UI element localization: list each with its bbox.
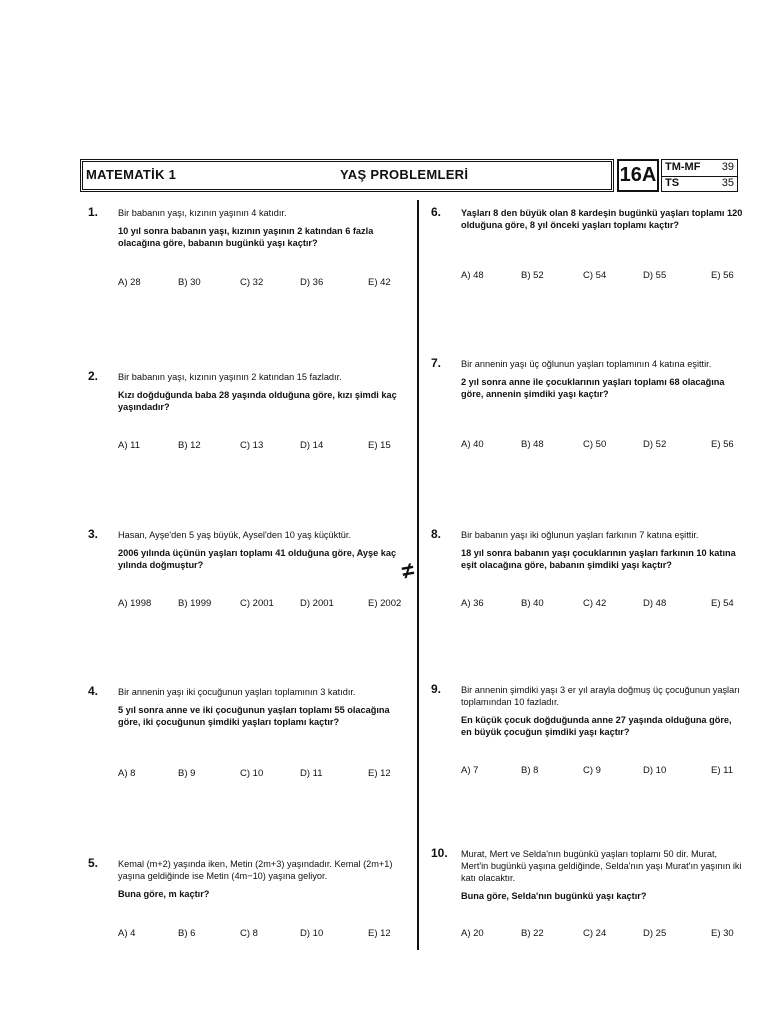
test-code: 16A — [617, 159, 659, 192]
answer-option[interactable]: A) 48 — [461, 270, 484, 281]
column-divider — [417, 200, 419, 950]
question-statement: Bir babanın yaşı, kızının yaşının 2 katından 15 fazladır. — [118, 372, 342, 382]
answer-option[interactable]: E) 30 — [711, 928, 734, 939]
answer-option[interactable]: A) 28 — [118, 277, 141, 288]
answer-option[interactable]: C) 50 — [583, 439, 607, 450]
question-prompt: Yaşları 8 den büyük olan 8 kardeşin bugünkü yaşları toplamı 120 olduğuna göre, 8 yıl önceki yaşları toplamı kaçtır? — [461, 208, 743, 230]
answer-option[interactable]: C) 32 — [240, 277, 264, 288]
question-prompt: Buna göre, m kaçtır? — [118, 889, 210, 899]
answer-option[interactable]: A) 7 — [461, 765, 479, 776]
answer-option[interactable]: E) 15 — [368, 440, 391, 451]
question-number: 3. — [88, 527, 99, 541]
question-prompt: En küçük çocuk doğduğunda anne 27 yaşında olduğuna göre, en büyük çocuğun şimdiki yaşı kaçtır? — [461, 715, 732, 737]
question-statement: Bir babanın yaşı iki oğlunun yaşları farkının 7 katına eşittir. — [461, 530, 699, 540]
answer-option[interactable]: B) 22 — [521, 928, 544, 939]
answer-option[interactable]: A) 4 — [118, 928, 136, 939]
page-header — [80, 159, 738, 192]
answer-option[interactable]: B) 1999 — [178, 598, 212, 609]
answer-option[interactable]: E) 54 — [711, 598, 734, 609]
answer-option[interactable]: A) 1998 — [118, 598, 152, 609]
answer-option[interactable]: D) 10 — [643, 765, 667, 776]
question-statement: Bir annenin yaşı iki çocuğunun yaşları toplamının 3 katıdır. — [118, 687, 356, 697]
question-body — [461, 207, 743, 237]
question-prompt: 5 yıl sonra anne ve iki çocuğunun yaşları toplamı 55 olacağına göre, iki çocuğunun şimdiki yaşları toplamı kaçtır? — [118, 705, 390, 727]
question-number: 1. — [88, 205, 99, 219]
answer-option[interactable]: A) 8 — [118, 768, 136, 779]
answer-option[interactable]: C) 9 — [583, 765, 601, 776]
question-body — [461, 848, 743, 908]
tag-label: TM-MF — [665, 161, 701, 173]
question-number: 7. — [431, 356, 442, 370]
tag-label: TS — [665, 177, 680, 189]
question-prompt: 18 yıl sonra babanın yaşı çocuklarının yaşları farkının 10 katına eşit olacağına göre, babanın şimdiki yaşı kaçtır? — [461, 548, 736, 570]
answer-option[interactable]: C) 8 — [240, 928, 258, 939]
question-statement: Bir babanın yaşı, kızının yaşının 4 katıdır. — [118, 208, 287, 218]
question-body — [118, 371, 400, 419]
tag-row — [662, 176, 737, 192]
answer-option[interactable]: C) 2001 — [240, 598, 274, 609]
answer-option[interactable]: D) 2001 — [300, 598, 334, 609]
answer-option[interactable]: B) 30 — [178, 277, 201, 288]
question-statement: Kemal (m+2) yaşında iken, Metin (2m+3) yaşındadır. Kemal (2m+1) yaşına geldiğinde ise Metin (4m−10) yaşına geliyor. — [118, 859, 393, 881]
answer-option[interactable]: E) 12 — [368, 768, 391, 779]
answer-option[interactable]: D) 10 — [300, 928, 324, 939]
question-number: 9. — [431, 682, 442, 696]
question-body — [461, 684, 743, 744]
question-number: 8. — [431, 527, 442, 541]
question-body — [461, 529, 743, 577]
question-prompt: Kızı doğduğunda baba 28 yaşında olduğuna göre, kızı şimdi kaç yaşındadır? — [118, 390, 397, 412]
question-number: 2. — [88, 369, 99, 383]
answer-option[interactable]: A) 11 — [118, 440, 141, 451]
test-tags — [661, 159, 738, 192]
question-statement: Murat, Mert ve Selda'nın bugünkü yaşları toplamı 50 dir. Murat, Mert'in bugünkü yaşına geldiğinde, Selda'nın yaşı Murat'ın yaşının iki katı olacaktır. — [461, 849, 742, 883]
question-prompt: 2006 yılında üçünün yaşları toplamı 41 olduğuna göre, Ayşe kaç yılında doğmuştur? — [118, 548, 397, 570]
tag-number: 39 — [721, 161, 734, 173]
question-prompt: 2 yıl sonra anne ile çocuklarının yaşları toplamı 68 olacağına göre, annenin şimdiki yaşı kaçtır? — [461, 377, 725, 399]
answer-option[interactable]: D) 36 — [300, 277, 324, 288]
question-body — [118, 858, 400, 906]
question-body — [118, 686, 400, 734]
tag-row — [662, 160, 737, 177]
answer-option[interactable]: A) 20 — [461, 928, 484, 939]
handwritten-mark: ≠ — [399, 557, 417, 584]
answer-option[interactable]: E) 56 — [711, 270, 734, 281]
answer-option[interactable]: D) 52 — [643, 439, 667, 450]
answer-option[interactable]: D) 11 — [300, 768, 323, 779]
answer-option[interactable]: B) 9 — [178, 768, 196, 779]
answer-option[interactable]: E) 2002 — [368, 598, 402, 609]
answer-option[interactable]: E) 56 — [711, 439, 734, 450]
answer-option[interactable]: E) 11 — [711, 765, 734, 776]
question-body — [118, 207, 400, 255]
answer-option[interactable]: C) 24 — [583, 928, 607, 939]
tag-number: 35 — [721, 177, 734, 189]
question-statement: Hasan, Ayşe'den 5 yaş büyük, Aysel'den 10 yaş küçüktür. — [118, 530, 352, 540]
subject-title: MATEMATİK 1 — [86, 167, 177, 182]
answer-option[interactable]: C) 54 — [583, 270, 607, 281]
answer-option[interactable]: B) 8 — [521, 765, 539, 776]
page-title: YAŞ PROBLEMLERİ — [340, 167, 469, 182]
answer-option[interactable]: C) 13 — [240, 440, 264, 451]
answer-option[interactable]: D) 25 — [643, 928, 667, 939]
answer-option[interactable]: B) 6 — [178, 928, 196, 939]
answer-option[interactable]: D) 48 — [643, 598, 667, 609]
question-body — [461, 358, 743, 406]
answer-option[interactable]: E) 12 — [368, 928, 391, 939]
question-prompt: Buna göre, Selda'nın bugünkü yaşı kaçtır? — [461, 891, 647, 901]
question-number: 5. — [88, 856, 99, 870]
answer-option[interactable]: C) 42 — [583, 598, 607, 609]
answer-option[interactable]: B) 12 — [178, 440, 201, 451]
question-prompt: 10 yıl sonra babanın yaşı, kızının yaşının 2 katından 6 fazla olacağına göre, babanın bugünkü yaşı kaçtır? — [118, 226, 374, 248]
question-number: 6. — [431, 205, 442, 219]
question-number: 10. — [431, 846, 448, 860]
question-statement: Bir annenin şimdiki yaşı 3 er yıl arayla doğmuş üç çocuğunun yaşları toplamından 10 fazladır. — [461, 685, 740, 707]
answer-option[interactable]: B) 48 — [521, 439, 544, 450]
question-statement: Bir annenin yaşı üç oğlunun yaşları toplamının 4 katına eşittir. — [461, 359, 712, 369]
answer-option[interactable]: B) 52 — [521, 270, 544, 281]
answer-option[interactable]: C) 10 — [240, 768, 264, 779]
answer-option[interactable]: D) 55 — [643, 270, 667, 281]
answer-option[interactable]: A) 36 — [461, 598, 484, 609]
question-body — [118, 529, 400, 577]
answer-option[interactable]: E) 42 — [368, 277, 391, 288]
question-number: 4. — [88, 684, 99, 698]
answer-option[interactable]: B) 40 — [521, 598, 544, 609]
answer-option[interactable]: A) 40 — [461, 439, 484, 450]
answer-option[interactable]: D) 14 — [300, 440, 324, 451]
